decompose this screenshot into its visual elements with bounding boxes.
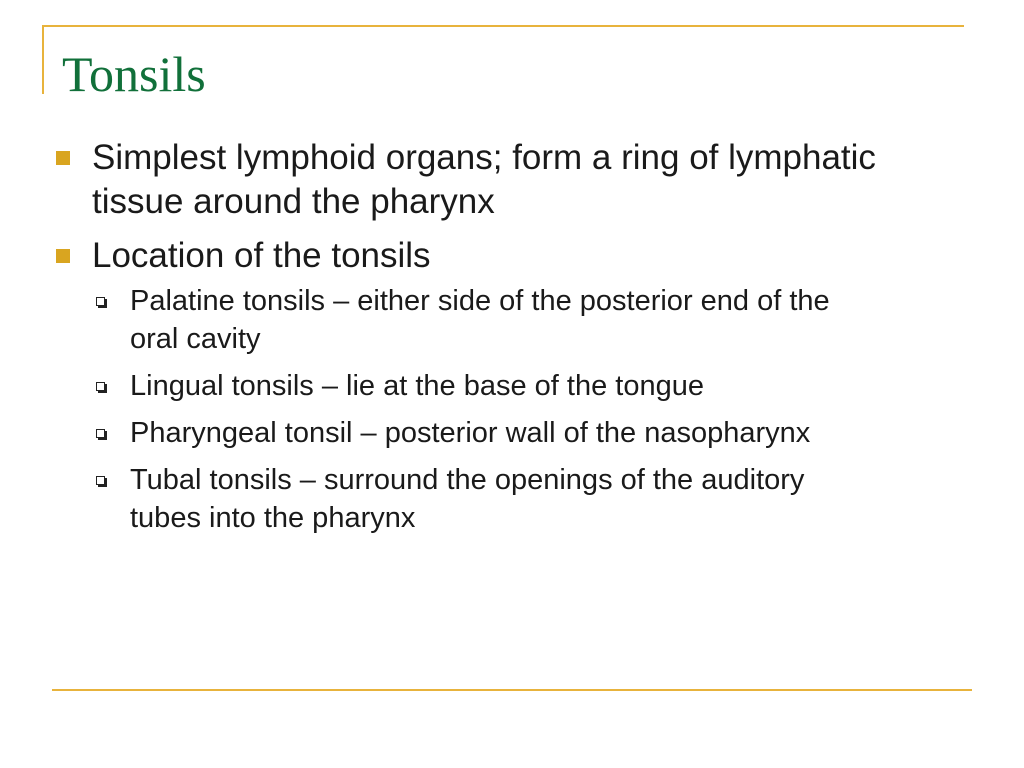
sub-bullet-item-pharyngeal bbox=[0, 414, 904, 452]
square-bullet-icon bbox=[56, 249, 70, 263]
sub-bullet-text: Pharyngeal tonsil – posterior wall of the nasopharynx bbox=[130, 417, 811, 449]
bullet-text: Simplest lymphoid organs; form a ring of lymphatic tissue around the pharynx bbox=[92, 138, 876, 221]
sub-bullet-item-palatine bbox=[0, 282, 904, 358]
bullet-item-location bbox=[0, 234, 1024, 537]
bottom-accent-line bbox=[52, 689, 972, 691]
sub-bullet-text: Lingual tonsils – lie at the base of the tongue bbox=[130, 370, 704, 402]
hollow-square-bullet-icon bbox=[96, 429, 105, 438]
bullet-list bbox=[0, 136, 1024, 547]
sub-bullet-list bbox=[92, 282, 904, 537]
bullet-text: Location of the tonsils bbox=[92, 236, 431, 275]
hollow-square-bullet-icon bbox=[96, 476, 105, 485]
sub-bullet-item-lingual bbox=[0, 367, 904, 405]
slide-title: Tonsils bbox=[62, 46, 206, 102]
square-bullet-icon bbox=[56, 151, 70, 165]
hollow-square-bullet-icon bbox=[96, 297, 105, 306]
left-accent-line bbox=[42, 25, 44, 94]
sub-bullet-item-tubal bbox=[0, 461, 904, 537]
sub-bullet-text: Tubal tonsils – surround the openings of the auditory tubes into the pharynx bbox=[130, 464, 805, 534]
hollow-square-bullet-icon bbox=[96, 382, 105, 391]
sub-bullet-text: Palatine tonsils – either side of the posterior end of the oral cavity bbox=[130, 285, 830, 355]
top-accent-line bbox=[42, 25, 964, 27]
bullet-item-lymphoid-organs bbox=[0, 136, 1024, 224]
